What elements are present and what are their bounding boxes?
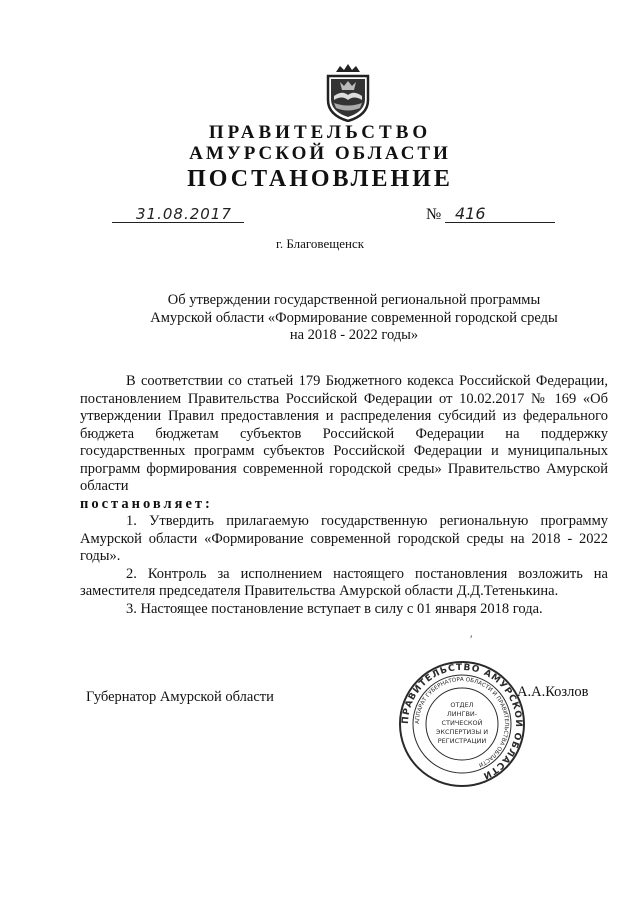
stamp-center-line: ЭКСПЕРТИЗЫ И [435, 728, 489, 736]
official-stamp [398, 660, 526, 788]
government-name-line2: АМУРСКОЙ ОБЛАСТИ [189, 143, 451, 164]
resolve-word: постановляет: [80, 495, 213, 512]
coat-of-arms-icon [322, 62, 374, 122]
stamp-inner-text: АППАРАТ ГУБЕРНАТОРА ОБЛАСТИ И ПРАВИТЕЛЬСТВА ОБЛАСТИ [414, 676, 510, 768]
signatory-title: Губернатор Амурской области [86, 689, 274, 705]
stamp-center-line: СТИЧЕСКОЙ [441, 719, 483, 727]
title-line: на 2018 - 2022 годы» [289, 327, 419, 343]
item-3: 3. Настоящее постановление вступает в силу с 01 января 2018 года. [126, 600, 543, 617]
number-label: № [426, 206, 442, 223]
document-kind: ПОСТАНОВЛЕНИЕ [187, 166, 453, 192]
item-1: 1. Утвердить прилагаемую государственную региональную программу Амурской области «Формирование современной городской среды на 2018 - 2022 годы». [80, 513, 608, 564]
document-title [112, 292, 596, 345]
item-2: 2. Контроль за исполнением настоящего постановления возложить на заместителя председателя Правительства Амурской области Д.Д.Тетенькина. [80, 565, 608, 599]
document-number: 416 [455, 204, 486, 223]
title-line: Об утверждении государственной региональной программы [167, 292, 541, 308]
document-date: 31.08.2017 [136, 205, 232, 223]
title-line: Амурской области «Формирование современной городской среды [150, 309, 558, 326]
stamp-center-line: ЛИНГВИ- [446, 710, 478, 718]
city: г. Благовещенск [275, 236, 365, 251]
stamp-center-line: РЕГИСТРАЦИИ [437, 737, 487, 745]
government-name-line1: ПРАВИТЕЛЬСТВО [208, 122, 432, 143]
preamble: В соответствии со статьей 179 Бюджетного кодекса Российской Федерации, постановлением Правительства Российской Федерации от 10.02.2017 № 169 «Об утверждении Правил предоставления и распределения субсидий из федерального бюджета бюджетам субъектов Российской Федерации на поддержку государственных программ субъектов Российской Федерации и муниципальных программ формирования современной городской среды» Правительство Амурской области [80, 373, 608, 494]
stamp-center-line: ОТДЕЛ [450, 701, 474, 709]
document-body [80, 373, 608, 618]
signatory-name: А.А.Козлов [517, 684, 589, 700]
stamp-outer-text: ПРАВИТЕЛЬСТВО АМУРСКОЙ ОБЛАСТИ [400, 662, 524, 781]
pen-mark: ′ [470, 632, 473, 646]
